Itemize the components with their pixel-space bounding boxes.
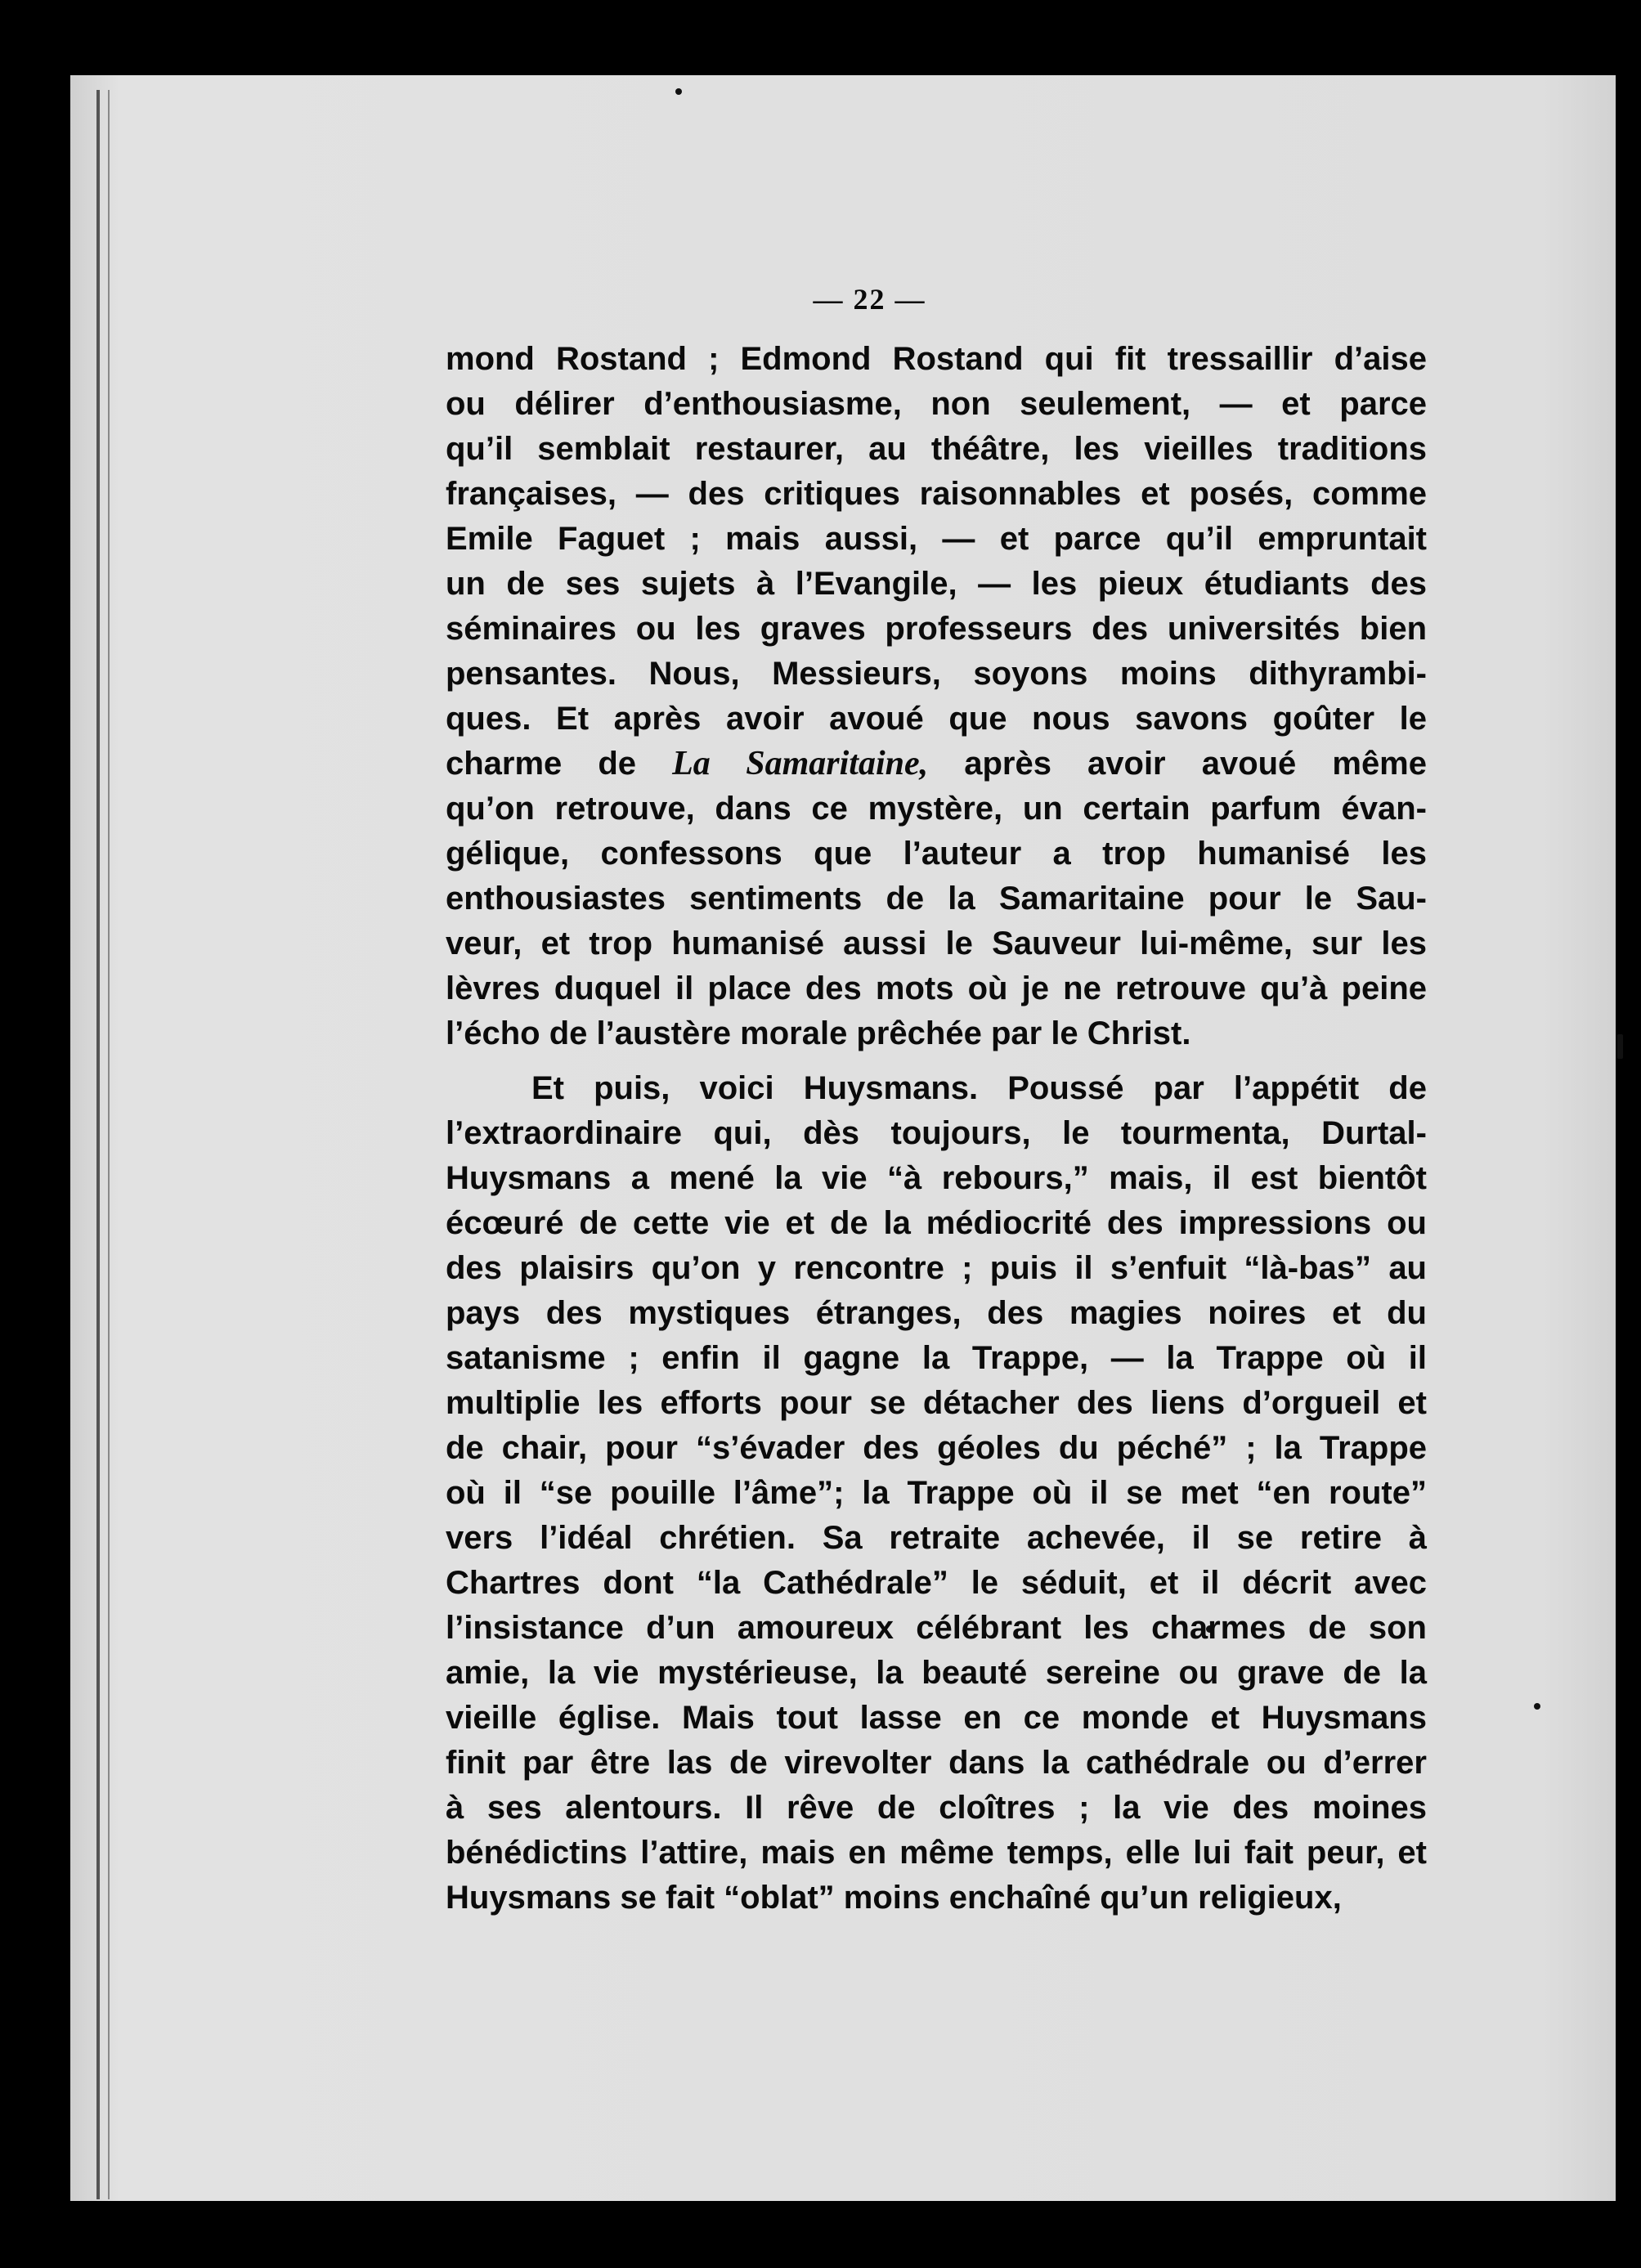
text-line: pensantes. Nous, Messieurs, soyons moins dithyrambi-	[446, 656, 1427, 692]
text-line: françaises, — des critiques raisonnables et posés, comme	[446, 476, 1427, 512]
paragraph-2	[446, 1066, 1427, 1921]
text-line: l’insistance d’un amoureux célébrant les charmes de son	[446, 1610, 1427, 1646]
text-line: gélique, confessons que l’auteur a trop humanisé les	[446, 836, 1427, 872]
text-line: satanisme ; enfin il gagne la Trappe, — la Trappe où il	[446, 1340, 1427, 1376]
binding-edge	[96, 90, 100, 2199]
text-line: veur, et trop humanisé aussi le Sauveur lui-même, sur les	[446, 926, 1427, 961]
work-title: La Samaritaine,	[672, 745, 929, 782]
text-line: multiplie les efforts pour se détacher des liens d’orgueil et	[446, 1385, 1427, 1421]
text-line: Chartres dont “la Cathédrale” le séduit, et il décrit avec	[446, 1565, 1427, 1601]
text-line: l’écho de l’austère morale prêchée par le Christ.	[446, 1015, 1191, 1051]
scan-speck	[1617, 1034, 1623, 1059]
text-line: de chair, pour “s’évader des géoles du péché” ; la Trappe	[446, 1430, 1427, 1466]
paragraph-1	[446, 337, 1427, 1056]
text-fragment: après avoir avoué même	[928, 746, 1427, 782]
text-line: qu’il semblait restaurer, au théâtre, les vieilles traditions	[446, 431, 1427, 467]
text-line: bénédictins l’attire, mais en même temps, elle lui fait peur, et	[446, 1835, 1427, 1871]
binding-edge-shadow	[108, 90, 110, 2199]
text-line: ou délirer d’enthousiasme, non seulement, — et parce	[446, 386, 1427, 422]
text-line: qu’on retrouve, dans ce mystère, un certain parfum évan-	[446, 791, 1427, 827]
text-line: lèvres duquel il place des mots où je ne retrouve qu’à peine	[446, 970, 1427, 1006]
scan-speck	[1534, 1703, 1540, 1710]
text-line: Et puis, voici Huysmans. Poussé par l’appétit de	[531, 1070, 1427, 1106]
scan-speck	[675, 88, 682, 95]
text-line: un de ses sujets à l’Evangile, — les pieux étudiants des	[446, 566, 1427, 602]
text-fragment: charme de	[446, 746, 673, 782]
page-number: — 22 —	[813, 283, 926, 316]
text-line: des plaisirs qu’on y rencontre ; puis il s’enfuit “là-bas” au	[446, 1250, 1427, 1286]
text-line: mond Rostand ; Edmond Rostand qui fit tressaillir d’aise	[446, 341, 1427, 377]
text-line: écœuré de cette vie et de la médiocrité des impressions ou	[446, 1205, 1427, 1241]
text-line: séminaires ou les graves professeurs des universités bien	[446, 611, 1427, 647]
text-line: amie, la vie mystérieuse, la beauté sereine ou grave de la	[446, 1655, 1427, 1691]
text-line: Emile Faguet ; mais aussi, — et parce qu’il empruntait	[446, 521, 1427, 557]
text-line: l’extraordinaire qui, dès toujours, le tourmenta, Durtal-	[446, 1115, 1427, 1151]
body-text	[446, 337, 1427, 1921]
text-line: ques. Et après avoir avoué que nous savons goûter le	[446, 701, 1427, 737]
text-line: Huysmans a mené la vie “à rebours,” mais, il est bientôt	[446, 1160, 1427, 1196]
text-line: à ses alentours. Il rêve de cloîtres ; la vie des moines	[446, 1790, 1427, 1826]
paragraph-gap	[446, 1056, 1427, 1066]
text-line: vieille église. Mais tout lasse en ce monde et Huysmans	[446, 1700, 1427, 1736]
text-line: finit par être las de virevolter dans la cathédrale ou d’errer	[446, 1745, 1427, 1781]
text-line: pays des mystiques étranges, des magies noires et du	[446, 1295, 1427, 1331]
text-line-with-title	[446, 742, 1427, 787]
text-line: Huysmans se fait “oblat” moins enchaîné qu’un religieux,	[446, 1880, 1342, 1916]
text-line: enthousiastes sentiments de la Samaritaine pour le Sau-	[446, 881, 1427, 917]
text-line: où il “se pouille l’âme”; la Trappe où il se met “en route”	[446, 1475, 1427, 1511]
text-line: vers l’idéal chrétien. Sa retraite achevée, il se retire à	[446, 1520, 1427, 1556]
